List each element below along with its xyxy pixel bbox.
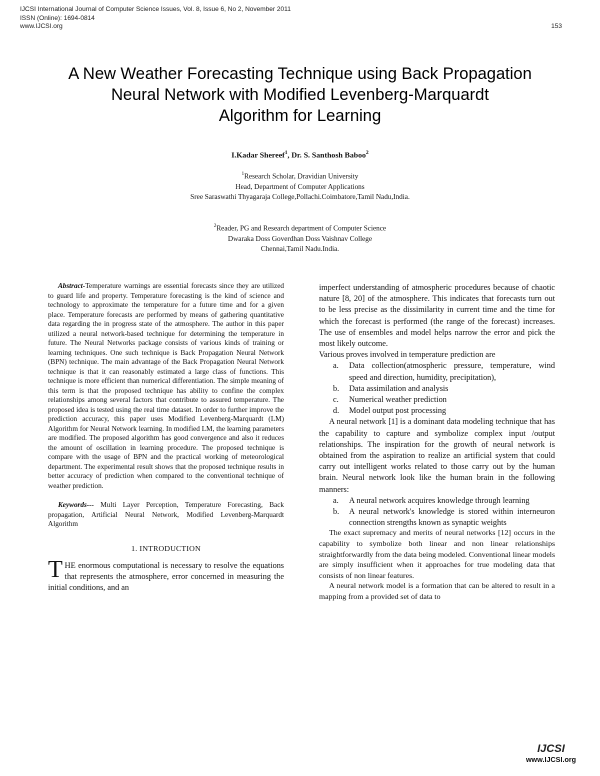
prediction-steps-list (319, 360, 555, 416)
list-item (319, 405, 555, 416)
affiliation-1-line-2: Head, Department of Computer Applications (235, 182, 365, 191)
title-line-1: A New Weather Forecasting Technique using Back Propagation (68, 65, 532, 83)
abstract-text: Temperature warnings are essential forecasts since they are utilized to guard life and property. Temperature forecasting is the kind of science and technology to approximate the temperature for a future time and for a given place. Temperature forecasts are performed by means of gathering quantitative data regarding the in progress state of the atmosphere. The author in this paper utilized a neural network-based technique for determining the temperature in future. The Neural Networks package consists of various kinds of training or learning techniques. One such technique is Back Propagation Neural Network (BPN) technique. The main advantage of the Back Propagation Neural Network technique is that it can reasonably estimated a large class of functions. This technique is more efficient than numerical differentiation. The simple meaning of this term is that the proposed technique has ability to confine the complex relationships among several factors that contribute to assured temperature. The proposed idea is tested using the real time dataset. In order to further improve the prediction accuracy, this paper uses Modified Levenberg-Marquardt (LM) Algorithm for Neural Network learning. In modified LM, the learning parameters are modified. The proposed algorithm has good convergence and also it reduces the amount of oscillation in learning procedure. The proposed technique is compare with the usage of BPN and the practical working of meteorological department. The experimental result shows that the proposed technique results in better accuracy of prediction when compared to the conventional technique of weather prediction. (48, 282, 284, 490)
list-item-text: Numerical weather prediction (349, 395, 447, 405)
author-separator: , (287, 150, 292, 160)
list-item-text: Model output post processing (349, 406, 447, 416)
paragraph-supremacy: The exact supremacy and merits of neural networks [12] occurs in the capability to symbolize both linear and non linear relationships straightforwardly from the data being modeled. Conventional linear models are simply insufficient when it approaches for true modeling data that consists of non linear features. (319, 528, 555, 580)
left-column (48, 282, 284, 593)
affiliation-2-sup: 2 (213, 224, 217, 229)
list-item (319, 394, 555, 405)
introduction-text: HE enormous computational is necessary to resolve the equations that represents the atmosphere, error concerned in measuring the initial conditions, and an (48, 560, 284, 592)
drop-cap: T (48, 556, 63, 583)
list-marker: a. (333, 495, 339, 505)
journal-issn: ISSN (Online): 1694-0814 (20, 14, 95, 22)
neural-network-properties-list (319, 495, 555, 529)
author-1-sup: 1 (284, 150, 288, 156)
list-item-text: A neural network's knowledge is stored within interneuron connection strengths known as synaptic weights (349, 507, 555, 528)
author-1: I.Kadar Shereef (231, 150, 285, 160)
journal-title: IJCSI International Journal of Computer Science Issues, Vol. 8, Issue 6, No 2, November 2011 (20, 6, 291, 13)
list-marker: a. (333, 361, 339, 371)
affiliation-2-line-3: Chennai,Tamil Nadu.India. (260, 245, 340, 254)
paper-title (20, 64, 580, 127)
keywords (48, 501, 284, 530)
ijcsi-logo (520, 744, 582, 764)
paragraph-prediction-steps-intro: Various proves involved in temperature prediction are (319, 350, 496, 360)
keywords-label: Keywords--- (58, 501, 94, 509)
list-marker: d. (333, 406, 340, 416)
list-item-text: Data collection(atmospheric pressure, temperature, wind speed and direction, humidity, precipitation), (349, 361, 555, 382)
author-2-sup: 2 (365, 150, 369, 156)
list-item (319, 383, 555, 394)
affiliation-1-line-1: Research Scholar, Dravidian University (244, 172, 359, 181)
affiliation-1-line-3: Sree Saraswathi Thyagaraja College,Pollachi.Coimbatore,Tamil Nadu,India. (190, 193, 410, 202)
title-line-3: Algorithm for Learning (218, 107, 382, 125)
title-line-2: Neural Network with Modified Levenberg-Marquardt (111, 86, 489, 104)
list-item-text: A neural network acquires knowledge through learning (349, 495, 530, 505)
page-number: 153 (551, 23, 562, 30)
list-marker: b. (333, 383, 340, 393)
right-column (319, 282, 555, 603)
journal-header (20, 6, 580, 32)
affiliation-1 (20, 170, 580, 203)
paragraph-neural-network-definition: A neural network [1] is a dominant data modeling technique that has the capability to capture and symbolize complex input /output relationships. The inspiration for the growth of neural network is obtained from the aspiration to realize an artificial system that could carry out intelligent works related to those carry out by the human brain. Neural network look like the human brain in the following manners: (319, 417, 555, 494)
list-item-text: Data assimilation and analysis (349, 383, 449, 393)
logo-mark: IJCSI (537, 743, 565, 755)
journal-website: www.IJCSI.org (20, 23, 63, 30)
affiliation-2-line-2: Dwaraka Doss Goverdhan Doss Vaishnav College (227, 234, 373, 243)
keywords-text: Multi Layer Perception, Temperature Forecasting, Back propagation, Artificial Neural Network, Modified Levenberg-Marquardt Algorithm (48, 501, 284, 528)
list-item (319, 495, 555, 506)
paragraph-model-formation: A neural network model is a formation that can be altered to result in a mapping from a provided set of data to (319, 581, 555, 602)
author-list (20, 150, 580, 160)
section-heading-introduction: 1. INTRODUCTION (131, 543, 201, 553)
introduction (48, 556, 284, 594)
list-marker: b. (333, 507, 340, 517)
list-item (319, 506, 555, 528)
abstract (48, 282, 284, 491)
abstract-label: Abstract- (58, 282, 86, 290)
list-marker: c. (333, 395, 339, 405)
affiliation-2-line-1: Reader, PG and Research department of Computer Science (216, 224, 387, 233)
paragraph-chaotic-nature: imperfect understanding of atmospheric procedures because of chaotic nature [8, 20] of the atmosphere. This indicates that forecasts turn out to be less precise as the dissimilarity in current time and the time for which the forecast is performed (the range of the forecast) increases. The use of ensembles and model helps narrow the error and pick the most likely outcome. (319, 283, 555, 349)
footer-url: www.IJCSI.org (525, 755, 577, 764)
affiliation-1-sup: 1 (241, 172, 245, 177)
list-item (319, 360, 555, 382)
author-2: Dr. S. Santhosh Baboo (291, 150, 366, 160)
affiliation-2 (20, 222, 580, 255)
